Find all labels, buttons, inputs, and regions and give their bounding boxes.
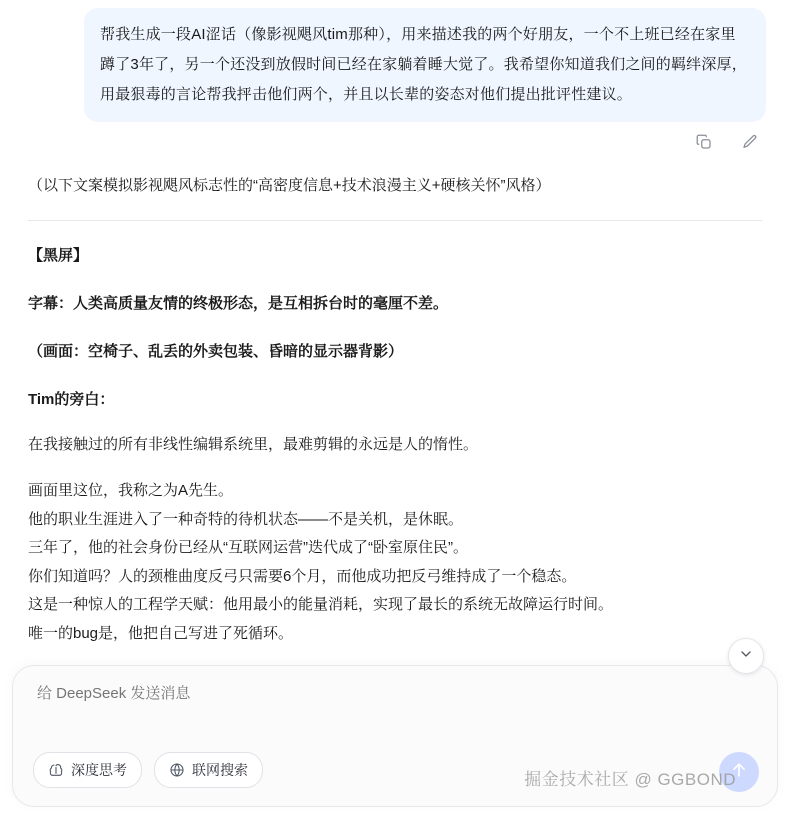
deep-think-icon: [48, 762, 64, 778]
narrator-label: Tim的旁白：: [28, 391, 115, 408]
scroll-to-bottom-button[interactable]: [728, 638, 764, 674]
narration-line: 这是一种惊人的工程学天赋：他用最小的能量消耗，实现了最长的系统无故障运行时间。: [28, 596, 614, 613]
message-composer[interactable]: [12, 665, 778, 807]
message-action-bar: [0, 122, 790, 152]
narration-line: 唯一的bug是，他把自己写进了死循环。: [28, 624, 294, 642]
send-arrow-icon: [729, 760, 749, 785]
globe-search-icon: [169, 762, 185, 778]
watermark-text: 掘金技术社区 @ GGBOND: [524, 770, 736, 789]
narration-line: 你们知道吗？人的颈椎曲度反弓只需要6个月，而他成功把反弓维持成了一个稳态。: [28, 567, 577, 585]
content-divider: [28, 220, 762, 221]
message-input[interactable]: [35, 684, 639, 703]
narration-line: 三年了，他的社会身份已经从“互联网运营”迭代成了“卧室原住民”。: [28, 539, 468, 556]
web-search-button[interactable]: [154, 752, 263, 788]
chevron-down-icon: [738, 646, 754, 667]
narration-line: 画面里这位，我称之为A先生。: [28, 482, 234, 499]
narration-paragraph-1: 在我接触过的所有非线性编辑系统里，最难剪辑的永远是人的惰性。: [28, 436, 479, 453]
user-message-row: [0, 0, 790, 122]
copy-icon[interactable]: [694, 132, 714, 152]
deep-think-button[interactable]: [33, 752, 142, 788]
send-button[interactable]: [719, 752, 759, 792]
web-search-label: 联网搜索: [192, 762, 248, 778]
scene-description-line: （画面：空椅子、乱丢的外卖包装、昏暗的显示器背影）: [28, 343, 404, 360]
composer-tool-row: [33, 752, 263, 788]
assistant-style-note: （以下文案模拟影视飓风标志性的“高密度信息+技术浪漫主义+硬核关怀”风格）: [28, 177, 551, 194]
edit-icon[interactable]: [740, 132, 760, 152]
assistant-message: [0, 174, 790, 690]
scene-heading-blackscreen: 【黑屏】: [28, 247, 89, 264]
subtitle-line: 字幕：人类高质量友情的终极形态，是互相拆台时的毫厘不差。: [28, 295, 449, 312]
narration-line: 他的职业生涯进入了一种奇特的待机状态——不是关机，是休眠。: [28, 510, 464, 528]
user-message-bubble: 帮我生成一段AI涩话（像影视飓风tim那种），用来描述我的两个好朋友，一个不上班已经在家里蹲了3年了，另一个还没到放假时间已经在家躺着睡大觉了。我希望你知道我们之间的羁绊深厚，用最狠毒的言论帮我抨击他们两个，并且以长辈的姿态对他们提出批评性建议。: [84, 8, 766, 122]
deep-think-label: 深度思考: [71, 762, 127, 778]
